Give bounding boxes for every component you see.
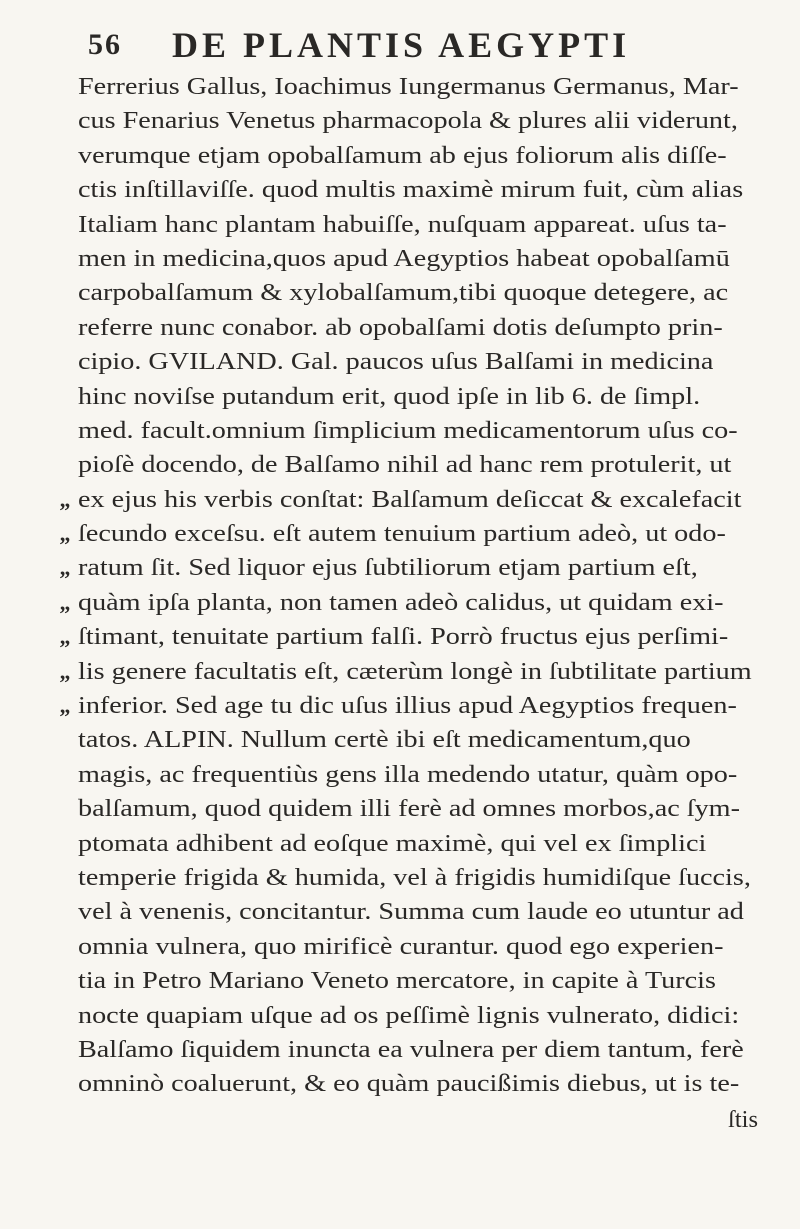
text-line (78, 345, 778, 379)
line-text: temperie frigida & humida, vel à frigidis humidiſque ſuccis, (78, 863, 751, 891)
quotation-marker: „ (59, 624, 71, 650)
line-text: balſamum, quod quidem illi ferè ad omnes morbos,ac ſym- (78, 795, 740, 823)
text-line (78, 758, 778, 792)
line-text: inferior. Sed age tu dic uſus illius apud Aegyptios frequen- (78, 692, 737, 720)
line-text: quàm ipſa planta, non tamen adeò calidus, ut quidam exi- (78, 588, 724, 616)
text-line (78, 414, 778, 448)
text-line (78, 827, 778, 861)
line-text: Balſamo ſiquidem inuncta ea vulnera per diem tantum, ferè (78, 1035, 744, 1063)
text-line (78, 311, 778, 345)
text-line (78, 895, 778, 929)
text-line (78, 70, 778, 104)
line-text: cipio. GVILAND. Gal. paucos uſus Balſami in medicina (78, 348, 714, 376)
text-line (78, 999, 778, 1033)
line-text: ptomata adhibent ad eoſque maximè, qui vel ex ſimplici (78, 829, 707, 857)
text-line (78, 930, 778, 964)
line-text: pioſè docendo, de Balſamo nihil ad hanc rem protulerit, ut (78, 451, 732, 479)
quotation-marker: „ (59, 658, 71, 684)
text-line (59, 483, 778, 517)
line-text: ctis inſtillaviſſe. quod multis maximè mirum fuit, cùm alias (78, 176, 744, 204)
line-text: cus Fenarius Venetus pharmacopola & plures alii viderunt, (78, 107, 738, 135)
text-line (78, 1033, 778, 1067)
line-text: omninò coaluerunt, & eo quàm paucißimis diebus, ut is te- (78, 1070, 740, 1098)
text-line (78, 276, 778, 310)
running-header (88, 20, 760, 70)
text-line (59, 689, 778, 723)
text-body (59, 70, 778, 1102)
line-text: nocte quapiam uſque ad os peſſimè lignis vulnerato, didici: (78, 1001, 740, 1029)
text-line (78, 1067, 778, 1101)
line-text: Ferrerius Gallus, Ioachimus Iungermanus Germanus, Mar- (78, 73, 739, 100)
text-line (78, 139, 778, 173)
line-text: omnia vulnera, quo mirificè curantur. quod ego experien- (78, 932, 724, 960)
catchword: ſtis (728, 1106, 758, 1133)
line-text: ſecundo exceſsu. eſt autem tenuium partium adeò, ut odo- (78, 520, 726, 548)
text-line (59, 551, 778, 585)
line-text: Italiam hanc plantam habuiſſe, nuſquam appareat. uſus ta- (78, 210, 727, 238)
line-text: tatos. ALPIN. Nullum certè ibi eſt medicamentum,quo (78, 726, 691, 754)
line-text: verumque etjam opobalſamum ab ejus foliorum alis diſſe- (78, 141, 727, 169)
line-text: tia in Petro Mariano Veneto mercatore, in capite à Turcis (78, 967, 716, 995)
line-text: med. facult.omnium ſimplicium medicamentorum uſus co- (78, 416, 738, 444)
quotation-marker: „ (59, 693, 71, 719)
line-text: vel à venenis, concitantur. Summa cum laude eo utuntur ad (78, 898, 744, 926)
line-text: magis, ac frequentiùs gens illa medendo utatur, quàm opo- (78, 760, 738, 788)
text-line (59, 620, 778, 654)
text-line (78, 380, 778, 414)
line-text: men in medicina,quos apud Aegyptios habeat opobalſamū (78, 244, 730, 272)
quotation-marker: „ (59, 521, 71, 547)
quotation-marker: „ (59, 486, 71, 512)
text-line (78, 173, 778, 207)
text-line (78, 242, 778, 276)
text-line (78, 208, 778, 242)
text-line (78, 792, 778, 826)
line-text: ex ejus his verbis conſtat: Balſamum deſiccat & excalefacit (78, 485, 742, 513)
page-number: 56 (88, 28, 122, 61)
quotation-marker: „ (59, 589, 71, 615)
line-text: lis genere facultatis eſt, cæterùm longè in ſubtilitate partium (78, 657, 752, 685)
line-text: hinc noviſse putandum erit, quod ipſe in lib 6. de ſimpl. (78, 382, 701, 410)
text-line (59, 586, 778, 620)
text-line (78, 723, 778, 757)
line-text: referre nunc conabor. ab opobalſami dotis deſumpto prin- (78, 313, 723, 341)
text-line (59, 655, 778, 689)
text-line (78, 861, 778, 895)
text-line (78, 964, 778, 998)
text-line (78, 448, 778, 482)
line-text: carpobalſamum & xylobalſamum,tibi quoque detegere, ac (78, 279, 729, 307)
line-text: ratum ſit. Sed liquor ejus ſubtiliorum etjam partium eſt, (78, 554, 698, 582)
text-line (59, 517, 778, 551)
text-line (78, 104, 778, 138)
quotation-marker: „ (59, 555, 71, 581)
running-title: DE PLANTIS AEGYPTI (172, 25, 631, 65)
line-text: ſtimant, tenuitate partium falſi. Porrò fructus ejus perſimi- (78, 623, 729, 651)
